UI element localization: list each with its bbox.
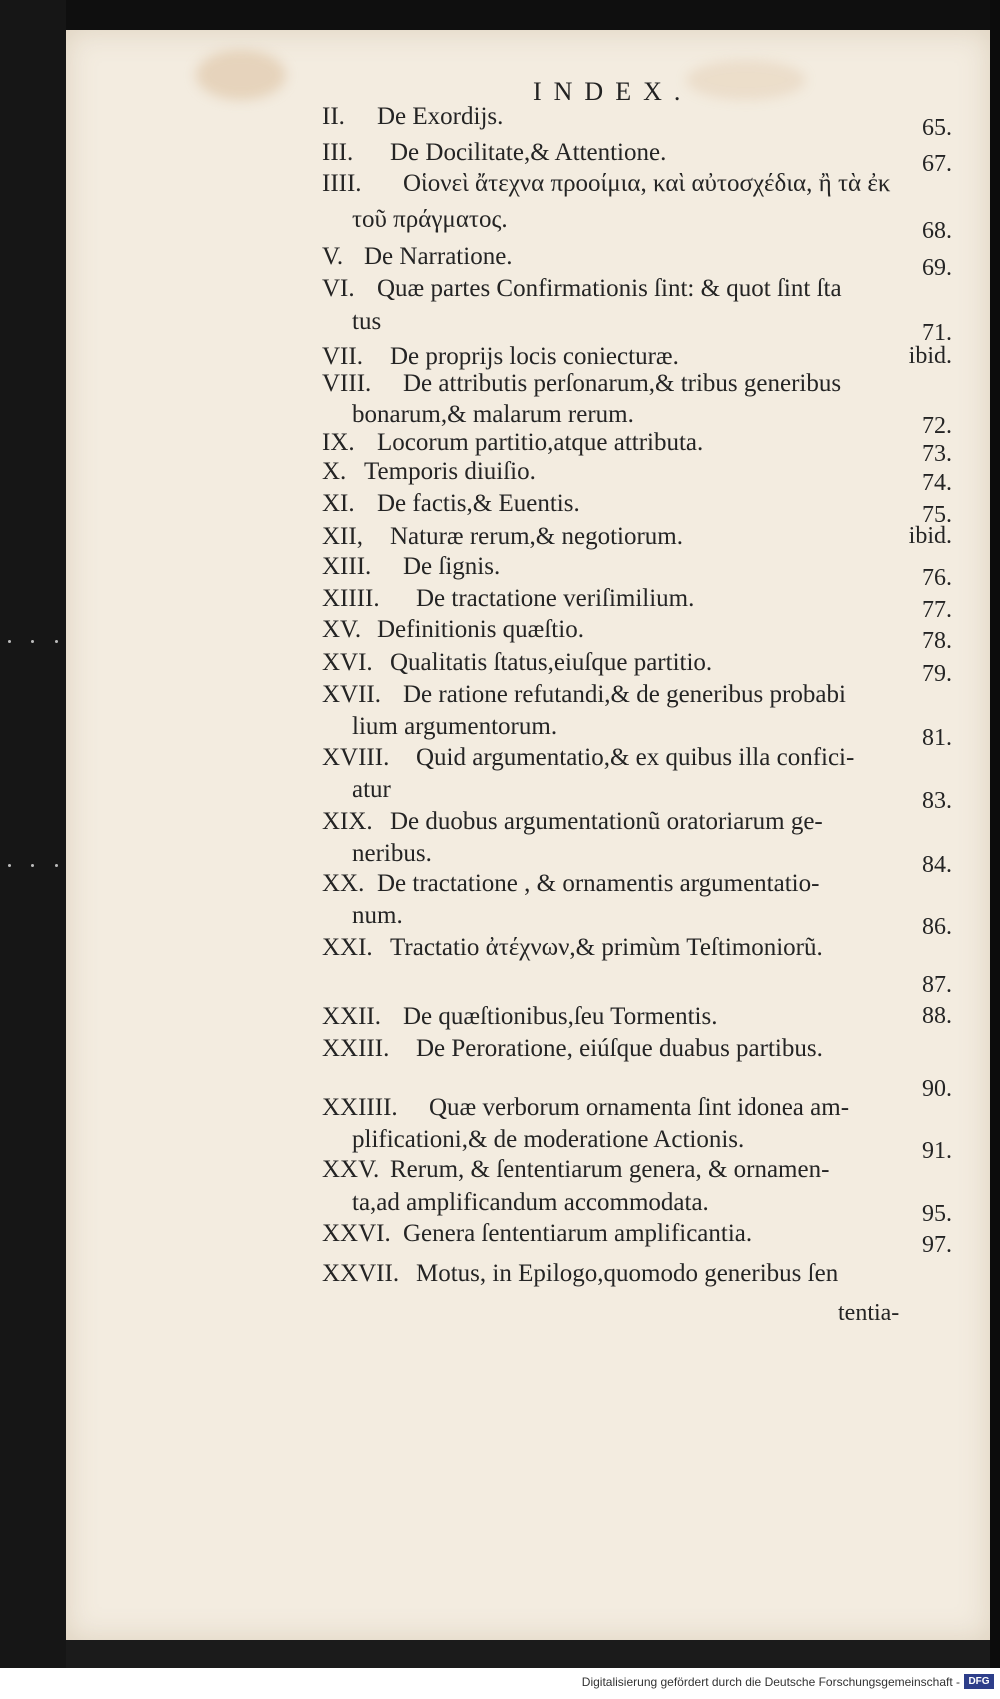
entry-title: Quid argumentatio,& ex quibus illa confici- [416,744,855,771]
digitization-footer [0,1668,1000,1699]
entry-title: Rerum, & ſententiarum genera, & ornamen- [390,1156,830,1183]
entry-number: XXIII. [322,1035,390,1062]
entry-page-number: ibid. [908,523,952,549]
entry-number: X. [322,458,347,485]
entry-page-number: 71. [922,320,952,346]
entry-number: IIII. [322,170,362,197]
entry-page-number: 90. [922,1076,952,1102]
entry-number: VIII. [322,370,372,397]
entry-title-continued: atur [352,776,391,803]
entry-number: XXII. [322,1003,382,1030]
entry-title: Definitionis quæſtio. [377,616,584,643]
entry-title: De ratione refutandi,& de generibus probabi [403,681,846,708]
entry-page-number: 97. [922,1232,952,1258]
entry-number: IX. [322,429,355,456]
entry-number: XX. [322,870,365,897]
entry-page-number: 76. [922,565,952,591]
entry-number: XXV. [322,1156,380,1183]
entry-title-continued: num. [352,902,403,929]
entry-title: Locorum partitio,atque attributa. [377,429,704,456]
entry-title: De quæſtionibus,ſeu Tormentis. [403,1003,718,1030]
entry-number: XIII. [322,553,372,580]
entry-number: XXVI. [322,1220,391,1247]
entry-title: De factis,& Euentis. [377,490,580,517]
entry-number: III. [322,139,354,166]
entry-number: XXI. [322,934,373,961]
dfg-logo: DFG [964,1674,994,1689]
entry-number: XIX. [322,808,373,835]
entry-title-continued: neribus. [352,840,432,867]
entry-page-number: 95. [922,1201,952,1227]
entry-page-number: 91. [922,1138,952,1164]
entry-number: II. [322,103,345,130]
entry-page-number: 86. [922,914,952,940]
entry-page-number: 81. [922,725,952,751]
entry-title: De ſignis. [403,553,501,580]
entry-number: VI. [322,275,355,302]
entry-page-number: 77. [922,597,952,623]
entry-number: XVI. [322,649,373,676]
entry-page-number: 69. [922,255,952,281]
entry-title: De Peroratione, eiúſque duabus partibus. [416,1035,823,1062]
entry-title: Motus, in Epilogo,quomodo generibus ſen [416,1260,839,1287]
entry-page-number: 84. [922,852,952,878]
entry-number: XII, [322,523,363,550]
entry-number: XVII. [322,681,382,708]
footer-credit: Digitalisierung gefördert durch die Deutsche Forschungsgemeinschaft - [581,1675,960,1689]
entry-title-continued: plificationi,& de moderatione Actionis. [352,1126,745,1153]
entry-title: Tractatio ἀτέχνων,& primùm Teſtimoniorũ. [390,934,823,961]
entry-page-number: ibid. [908,343,952,369]
entry-title-continued: τοῦ πράγματος. [352,206,508,233]
entry-title: De tractatione , & ornamentis argumentatio- [377,870,820,897]
entry-title: Quæ verborum ornamenta ſint idonea am- [429,1094,850,1121]
entry-title-continued: tus [352,308,382,335]
entry-number: XXVII. [322,1260,400,1287]
entry-page-number: 75. [922,502,952,528]
entry-title: De tractatione veriſimilium. [416,585,695,612]
entry-number: XI. [322,490,355,517]
entry-title: Οἱονεὶ ἄτεχνα προοίμια, καὶ αὐτοσχέδια, ἢ τὰ ἐκ [403,170,891,197]
entry-title: De proprijs locis coniecturæ. [390,343,679,370]
entry-title: Genera ſententiarum amplificantia. [403,1220,753,1247]
entry-title: Naturæ rerum,& negotiorum. [390,523,683,550]
entry-title: De Docilitate,& Attentione. [390,139,667,166]
entry-title-continued: lium argumentorum. [352,713,558,740]
entry-number: V. [322,243,344,270]
entry-title: De Exordijs. [377,103,504,130]
entry-page-number: 74. [922,470,952,496]
entry-page-number: 68. [922,218,952,244]
entry-page-number: 83. [922,788,952,814]
entry-number: VII. [322,343,363,370]
entry-number: XVIII. [322,744,390,771]
entry-title: Temporis diuiſio. [364,458,536,485]
entry-title: Quæ partes Confirmationis ſint: & quot ſint ſta [377,275,842,302]
entry-page-number: 67. [922,151,952,177]
entry-number: XIIII. [322,585,380,612]
entry-title: De attributis perſonarum,& tribus generibus [403,370,842,397]
entry-page-number: 78. [922,628,952,654]
entry-page-number: 87. [922,972,952,998]
entry-page-number: 72. [922,413,952,439]
page-title: INDEX. [533,77,693,106]
entry-page-number: 65. [922,115,952,141]
entry-title: De duobus argumentationũ oratoriarum ge- [390,808,823,835]
entry-title: De Narratione. [364,243,513,270]
entry-title-continued: ta,ad amplificandum accommodata. [352,1189,709,1216]
entry-number: XV. [322,616,362,643]
entry-page-number: 88. [922,1003,952,1029]
entry-number: XXIIII. [322,1094,398,1121]
catchword: tentia- [838,1300,900,1326]
entry-title-continued: bonarum,& malarum rerum. [352,401,634,428]
entry-title: Qualitatis ſtatus,eiuſque partitio. [390,649,713,676]
entry-page-number: 73. [922,441,952,467]
entry-page-number: 79. [922,661,952,687]
